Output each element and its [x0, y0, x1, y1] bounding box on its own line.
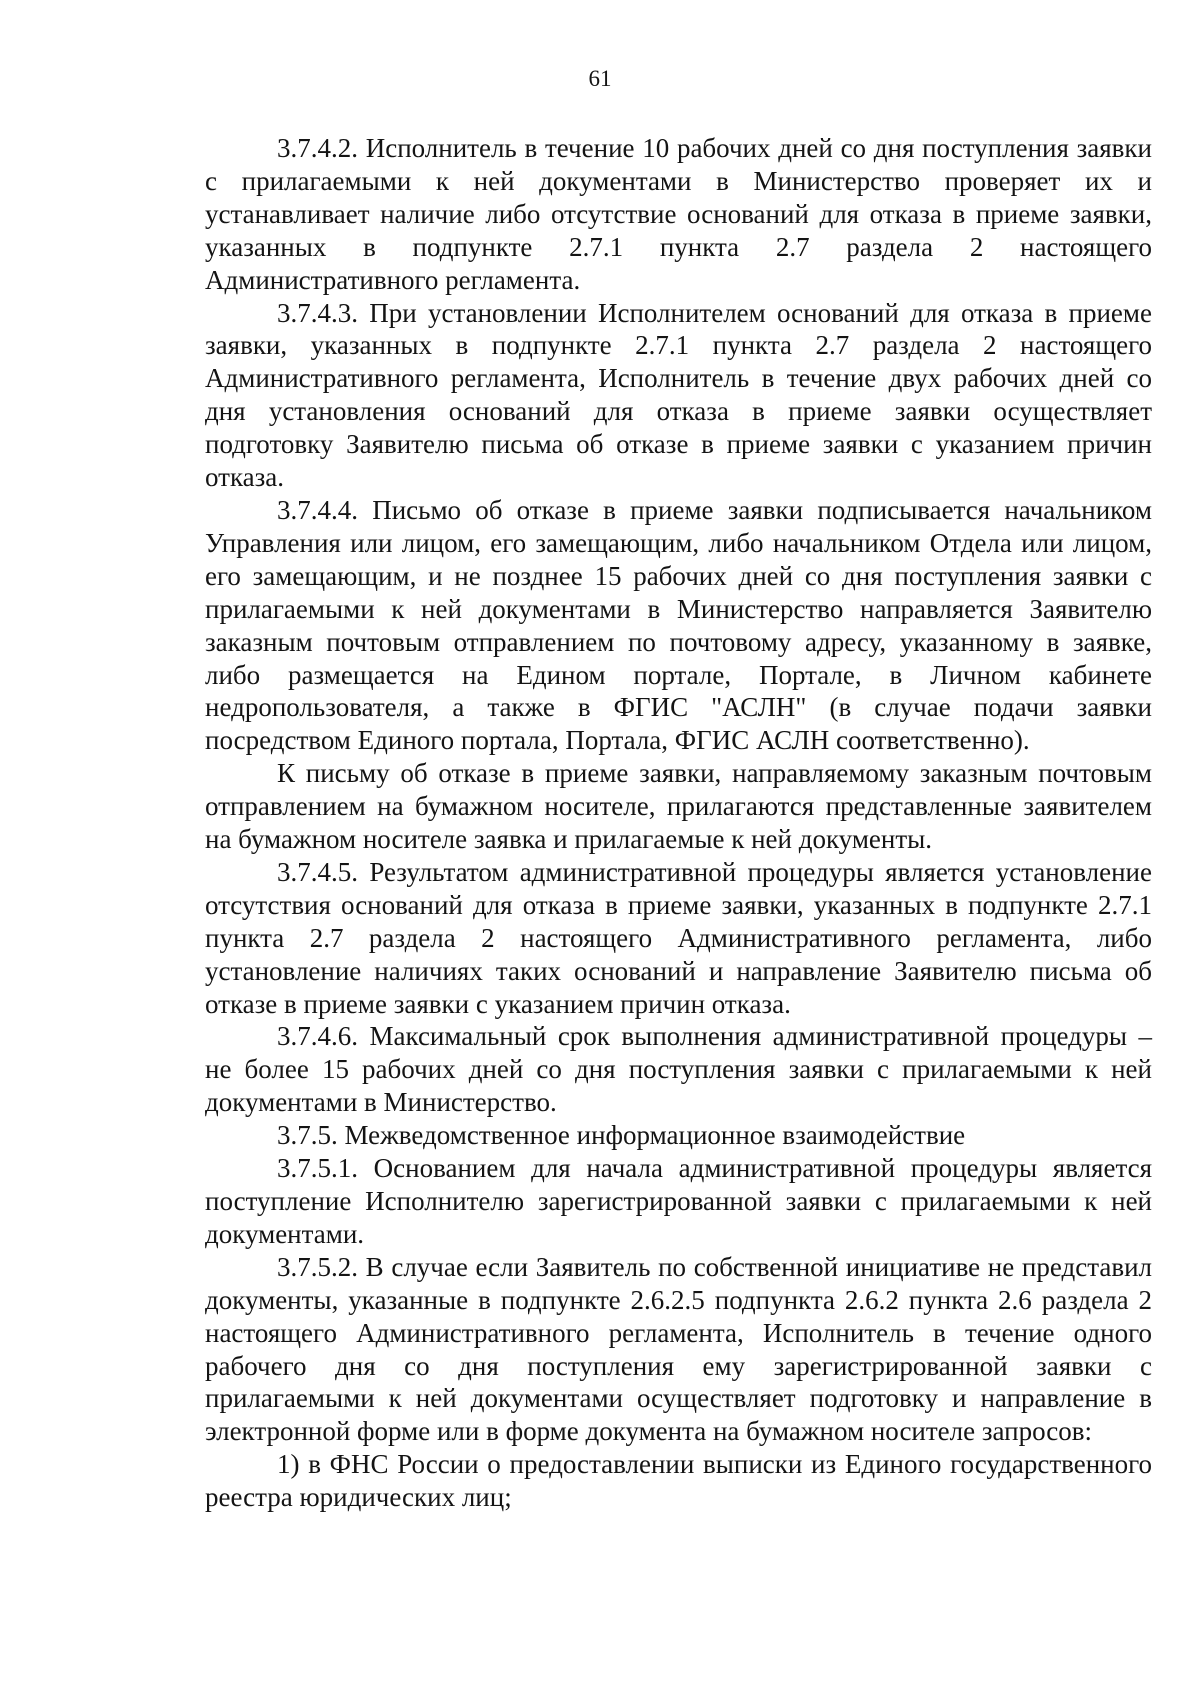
- paragraph-3-7-5-2: 3.7.5.2. В случае если Заявитель по собственной инициативе не представил документы, указанные в подпункте 2.6.2.5 подпункта 2.6.2 пункта 2.6 раздела 2 настоящего Административного регламента, Исполнитель в течение одного рабочего дня со дня поступления ему зарегистрированной заявки с прилагаемыми к ней документами осуществляет подготовку и направление в электронной форме или в форме документа на бумажном носителе запросов:: [205, 1251, 1152, 1447]
- page-number: 61: [588, 66, 612, 91]
- list-item-1: 1) в ФНС России о предоставлении выписки из Единого государственного реестра юридических лиц;: [205, 1449, 1152, 1513]
- paragraph-3-7-4-5: 3.7.4.5. Результатом административной процедуры является установление отсутствия оснований для отказа в приеме заявки, указанных в подпункте 2.7.1 пункта 2.7 раздела 2 настоящего Административного регламента, либо установление наличиях таких оснований и направление Заявителю письма об отказе в приеме заявки с указанием причин отказа.: [205, 856, 1152, 1019]
- paragraph-3-7-4-2: 3.7.4.2. Исполнитель в течение 10 рабочих дней со дня поступления заявки с прилагаемыми к ней документами в Министерство проверяет их и устанавливает наличие либо отсутствие оснований для отказа в приеме заявки, указанных в подпункте 2.7.1 пункта 2.7 раздела 2 настоящего Административного регламента.: [205, 133, 1152, 295]
- document-body: [205, 132, 1152, 1514]
- paragraph-3-7-4-6: 3.7.4.6. Максимальный срок выполнения административной процедуры – не более 15 рабочих дней со дня поступления заявки с прилагаемыми к ней документами в Министерство.: [205, 1021, 1152, 1118]
- paragraph-3-7-4-3: 3.7.4.3. При установлении Исполнителем оснований для отказа в приеме заявки, указанных в подпункте 2.7.1 пункта 2.7 раздела 2 настоящего Административного регламента, Исполнитель в течение двух рабочих дней со дня установления оснований для отказа в приеме заявки осуществляет подготовку Заявителю письма об отказе в приеме заявки с указанием причин отказа.: [205, 297, 1152, 493]
- paragraph-3-7-5-1: 3.7.5.1. Основанием для начала административной процедуры является поступление Исполнителю зарегистрированной заявки с прилагаемыми к ней документами.: [205, 1153, 1152, 1249]
- paragraph-refusal-letter-attachments: К письму об отказе в приеме заявки, направляемому заказным почтовым отправлением на бумажном носителе, прилагаются представленные заявителем на бумажном носителе заявка и прилагаемые к ней документы.: [205, 758, 1152, 855]
- section-heading-3-7-5: 3.7.5. Межведомственное информационное взаимодействие: [277, 1120, 966, 1151]
- paragraph-3-7-4-4: 3.7.4.4. Письмо об отказе в приеме заявки подписывается начальником Управления или лицом, его замещающим, либо начальником Отдела или лицом, его замещающим, и не позднее 15 рабочих дней со дня поступления заявки с прилагаемыми к ней документами в Министерство направляется Заявителю заказным почтовым отправлением по почтовому адресу, указанному в заявке, либо размещается на Едином портале, Портале, в Личном кабинете недропользователя, а также в ФГИС "АСЛН" (в случае подачи заявки посредством Единого портала, Портала, ФГИС АСЛН соответственно).: [205, 494, 1152, 756]
